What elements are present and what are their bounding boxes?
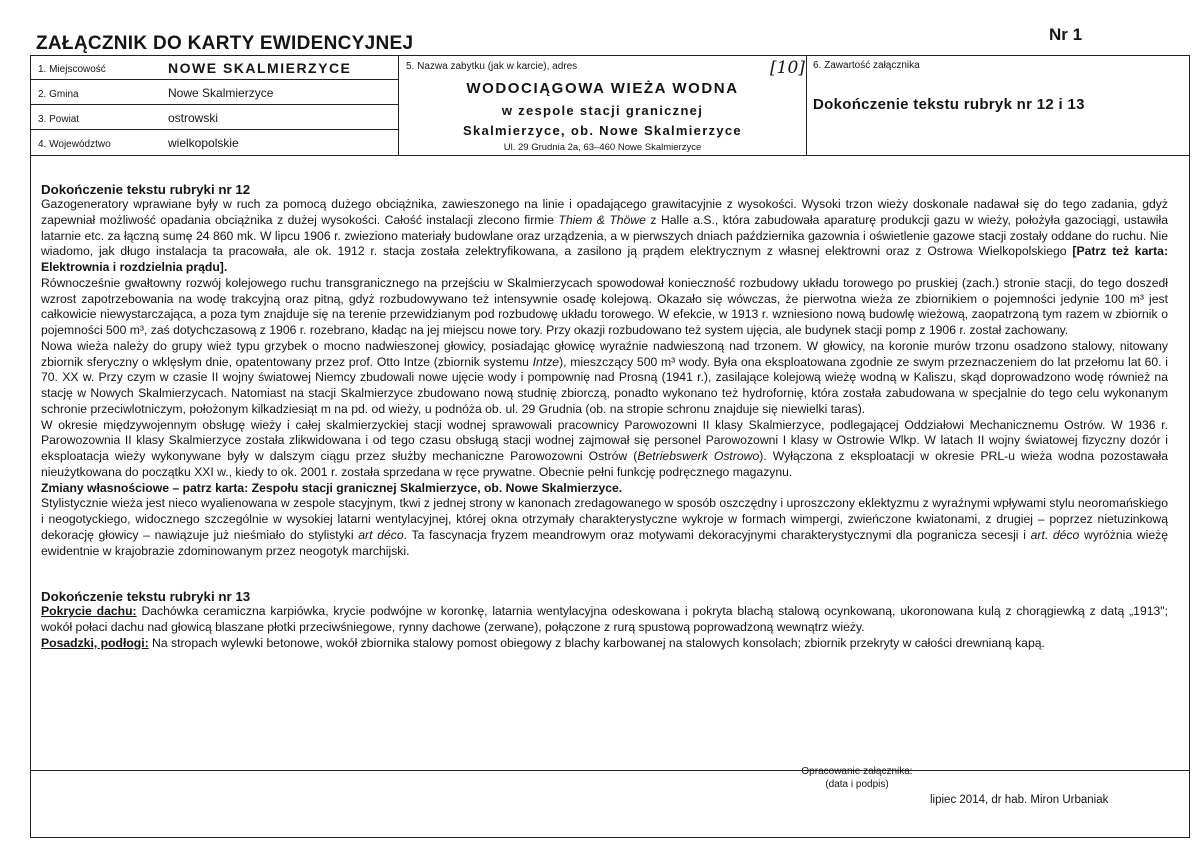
roof-label: Pokrycie dachu: bbox=[41, 604, 137, 619]
header-grid bbox=[30, 55, 1190, 156]
field-label: 3. Powiat bbox=[38, 114, 80, 125]
field-label: 5. Nazwa zabytku (jak w karcie), adres bbox=[406, 61, 578, 72]
footer-divider bbox=[30, 770, 1190, 771]
monument-address: Ul. 29 Grudnia 2a, 63–460 Nowe Skalmierzyce bbox=[503, 142, 702, 153]
field-value: Nowe Skalmierzyce bbox=[168, 86, 274, 100]
monument-name-field bbox=[399, 55, 807, 155]
field-gmina bbox=[30, 80, 398, 105]
prepared-by-label: Opracowanie załącznika: bbox=[801, 766, 913, 777]
field-label: 1. Miejscowość bbox=[38, 64, 106, 75]
handwritten-number: [10] bbox=[770, 58, 805, 78]
field-value: NOWE SKALMIERZYCE bbox=[168, 60, 352, 76]
field-wojewodztwo bbox=[30, 130, 398, 155]
attachment-content-field bbox=[807, 55, 1189, 155]
section-12-paragraph: Gazogeneratory wprawiane były w ruch za pomocą dużego obciążnika, zawieszonego na linie i opadającego grawitacyjnie z wysokości. Wysoki trzon wieży doskonale nadawał się do tego zadania, gdyż zapewniał możliwość opadania obciążnika z dużej wysokości. Całość instalacji zlecono firmie Thiem & Thöwe z Halle a.S., która zabudowała aparaturę produkcji gazu w wieży, położyła gazociągi, ustawiła latarnie etc. za łączną sumę 24 860 mk. W lipcu 1906 r. zwieziono materiały budowlane oraz urządzenia, a w pierwszych dniach października gazownia i oświetlenie gazowe stacji zostały oddane do ruchu. Nie wiadomo, jak długo instalacja ta pracowała, ale ok. 1912 r. stacja została zelektryfikowana, a zasilono ją prądem elektrycznym z własnej elektrowni oraz z Ostrowa Wielkopolskiego [Patrz też karta: Elektrownia i rozdzielnia prądu]. bbox=[41, 197, 1169, 274]
attachment-content-value: Dokończenie tekstu rubryk nr 12 i 13 bbox=[813, 96, 1085, 113]
field-miejscowosc bbox=[30, 55, 398, 80]
section-12-paragraph: Nowa wieża należy do grupy wież typu grzybek o mocno nadwieszonej głowicy, posiadając głowicę wyraźnie nadwieszoną nad trzonem. W głowicy, na koronie murów trzonu osadzono stalowy, nitowany zbiornik sferyczny o wklęsłym dnie, opatentowany przez prof. Otto Intze (zbiornik systemu Intze), mieszczący 500 m³ wody. Była ona eksploatowana zgodnie ze swym przeznaczeniem do lat przełomu lat 60. i 70. XX w. Przy czym w czasie II wojny światowej Niemcy zbudowali nowe ujęcie wody i pompownię nad Prosną (1941 r.), zasilające kolejową wieżę wodną w Kaliszu, skąd doprowadzono wodę również na stację w Nowych Skalmierzycach. Natomiast na stacji Skalmierzyce zbudowano nową studnię zbiorczą, ponadto wykonano też hydrofornię, która została zabudowana w specjalnie do tego celu wykonanym schronie przeciwlotniczym, położonym kilkadziesiąt m na pd. od wieży, u podnóża ob. ul. 29 Grudnia (ob. na stropie schronu znajduje się niewielki taras). bbox=[41, 338, 1168, 416]
section-12-paragraph: W okresie międzywojennym obsługę wieży i całej skalmierzyckiej stacji wodnej sprawowali pracownicy Parowozowni II klasy Skalmierzyce, podlegającej Oddziałowi Mechanicznemu Ostrów. W 1936 r. Parowozownia II klasy Skalmierzyce została zlikwidowana i od tego czasu obsługą stacji wodnej zajmował się personel Parowozowni I klasy w Ostrowie Wlkp. W latach II wojny światowej fizyczny dozór i eksploatacja wieży wykonywane były w dalszym ciągu przez służby mechaniczne Parowozowni Ostrów (Betriebswerk Ostrowo). Wyłączona z eksploatacji w okresie PRL-u wieża wodna pozostawała nieużytkowana do początku XXI w., kiedy to ok. 2001 r. została sprzedana w ręce prywatne. Obecnie pełni funkcję podręcznego magazynu. bbox=[41, 417, 1168, 479]
floor-label: Posadzki, podłogi: bbox=[41, 635, 149, 650]
roof-paragraph: Pokrycie dachu: Dachówka ceramiczna karpiówka, krycie podwójne w koronkę, latarnia wentylacyjna odeskowana i pokryta blachą stalową ocynkowaną, ukoronowana kulą z chorągiewką z datą „1913"; wokół połaci dachu nad głowicą blaszane płotki przeciwśniegowe, rynny dachowe (zerwane), połączone z rurą spustową poprowadzoną wewnątrz wieży. bbox=[41, 604, 1168, 634]
monument-subtitle: w zespole stacji granicznej bbox=[501, 103, 704, 118]
floor-paragraph: Posadzki, podłogi: Na stropach wylewki betonowe, wokół zbiornika stalowy pomost obiegowy z blachy karbowanej na stalowych konsolach; zbiornik przekryty w całości drewnianą kapą. bbox=[41, 635, 1045, 650]
monument-location: Skalmierzyce, ob. Nowe Skalmierzyce bbox=[463, 123, 742, 138]
date-signature-label: (data i podpis) bbox=[825, 779, 889, 790]
field-value: wielkopolskie bbox=[168, 136, 239, 150]
field-powiat bbox=[30, 105, 398, 130]
section-12-paragraph: Stylistycznie wieża jest nieco wyalienowana w zespole stacyjnym, tkwi z jednej strony w kanonach zredagowanego w sposób oszczędny i uproszczony eklektyzmu z wyraźnymi wpływami stylu neoromańskiego i neogotyckiego, widocznego szczególnie w wysokiej latarni wentylacyjnej, której okna otrzymały charakterystyczne wykroje w formach wimpergi, zwieńczone kwiatonami, z drugiej – poprzez nietuzinkową dekorację głowicy – nawiązuje już nieśmiało do stylistyki art déco. Ta fascynacja fryzem meandrowym oraz motywami dekoracyjnymi charakterystycznymi dla pogranicza secesji i art. déco wyróżnia wieżę ewidentnie w krajobrazie zdominowanym przez neogotyk marchijski. bbox=[41, 496, 1168, 558]
field-label: 4. Województwo bbox=[38, 139, 111, 150]
document-number: Nr 1 bbox=[1049, 25, 1083, 44]
section-13-heading: Dokończenie tekstu rubryki nr 13 bbox=[41, 589, 251, 605]
author-signature: lipiec 2014, dr hab. Miron Urbaniak bbox=[930, 794, 1109, 806]
field-label: 2. Gmina bbox=[38, 89, 79, 100]
document-body bbox=[41, 182, 1168, 652]
location-fields bbox=[30, 55, 399, 155]
monument-title: WODOCIĄGOWA WIEŻA WODNA bbox=[466, 80, 739, 97]
field-label: 6. Zawartość załącznika bbox=[813, 60, 920, 71]
ownership-reference: Zmiany własnościowe – patrz karta: Zespołu stacji granicznej Skalmierzyce, ob. Nowe Skalmierzyce. bbox=[41, 480, 623, 495]
section-12-heading: Dokończenie tekstu rubryki nr 12 bbox=[41, 182, 251, 197]
field-value: ostrowski bbox=[168, 111, 219, 125]
section-12-paragraph: Równocześnie gwałtowny rozwój kolejowego ruchu transgranicznego na przejściu w Skalmierzycach spowodował konieczność rozbudowy układu torowego po pruskiej (zach.) stronie stacji, do tego doszedł wzrost zapotrzebowania na wodę trakcyjną oraz pitną, gdyż rozbudowywano też intensywnie osadę kolejową. Okazało się wówczas, że pierwotna wieża ze zbiornikiem o pojemności jedynie 100 m³ jest całkowicie niewystarczająca, a poza tym znajduje się na terenie przewidzianym pod rozbudowę układu torowego. W efekcie, w 1913 r. wzniesiono nową budowlę wieżową, zaopatrzoną tym razem w zbiornik o pojemności 500 m³, zaś dotychczasową z 1906 r. rozebrano, kładąc na jej miejscu nowe tory. Przy okazji rozbudowano też system ujęcia, ale budynek stacji pomp z 1906 r. został zachowany. bbox=[41, 275, 1168, 337]
document-title: ZAŁĄCZNIK DO KARTY EWIDENCYJNEJ bbox=[36, 33, 414, 54]
